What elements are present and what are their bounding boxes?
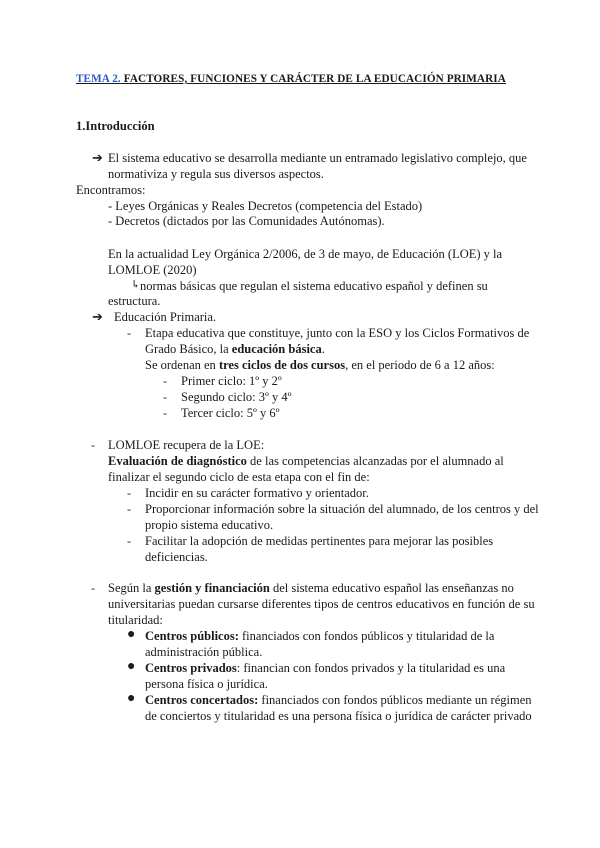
centros-concertados-rest: financiados con fondos públicos mediante un régimen: [258, 693, 532, 707]
centros-privados-bold: Centros privados: [145, 661, 237, 675]
dash-bullet-icon: -: [91, 581, 95, 595]
dash-bullet-icon: -: [163, 374, 167, 388]
centro-privado-line1: [145, 660, 505, 676]
cycle-item-2: Segundo ciclo: 3º y 4º: [181, 390, 292, 404]
stage-period: .: [321, 342, 325, 356]
arrow-bullet-icon: ➔: [92, 309, 103, 324]
gestion-post: del sistema educativo español las enseñanzas no: [269, 581, 514, 595]
cycles-text: Se ordenan en: [145, 358, 219, 372]
centro-concertado-line2: de conciertos y titularidad es una persona física o jurídica de carácter privado: [145, 709, 532, 723]
dash-bullet-icon: -: [127, 534, 131, 548]
bullet-dot-icon: ●: [127, 659, 136, 674]
document-title: [76, 71, 506, 87]
law-item-leyes: - Leyes Orgánicas y Reales Decretos (competencia del Estado): [108, 199, 423, 213]
dash-bullet-icon: -: [127, 486, 131, 500]
dash-bullet-icon: -: [127, 326, 131, 340]
intro-paragraph-line1: El sistema educativo se desarrolla mediante un entramado legislativo complejo, que: [108, 151, 527, 165]
bullet-dot-icon: ●: [127, 627, 136, 642]
primaria-heading: Educación Primaria.: [114, 310, 217, 324]
dash-bullet-icon: -: [163, 406, 167, 420]
lomloe-item-2-line2: propio sistema educativo.: [145, 518, 274, 532]
loe-line2: LOMLOE (2020): [108, 263, 197, 277]
primaria-cycles-line: [145, 357, 495, 373]
section-heading-introduccion: 1.Introducción: [76, 119, 155, 133]
lomloe-eval-line2: finalizar el segundo ciclo de esta etapa con el fin de:: [108, 470, 370, 484]
tres-ciclos-bold: tres ciclos de dos cursos: [218, 358, 346, 372]
law-item-decretos: - Decretos (dictados por las Comunidades Autónomas).: [108, 214, 385, 228]
lomloe-line1: LOMLOE recupera de la LOE:: [108, 438, 265, 452]
primaria-stage-line1: Etapa educativa que constituye, junto con la ESO y los Ciclos Formativos de: [145, 326, 530, 340]
loe-line4: estructura.: [108, 294, 161, 308]
centros-publicos-bold: Centros públicos:: [145, 629, 239, 643]
stage-text: Grado Básico, la: [145, 342, 232, 356]
lomloe-item-3-line1: Facilitar la adopción de medidas pertinentes para mejorar las posibles: [145, 534, 494, 548]
centros-privados-rest: : financian con fondos privados y la titularidad es una: [236, 661, 506, 675]
gestion-line3: titularidad:: [108, 613, 163, 627]
evaluacion-diagnostico-bold: Evaluación de diagnóstico: [108, 454, 247, 468]
gestion-line1: [108, 580, 514, 596]
centro-concertado-line1: [145, 692, 532, 708]
centros-publicos-rest: financiados con fondos públicos y titularidad de la: [238, 629, 495, 643]
sub-arrow-icon: ↳: [131, 279, 141, 291]
loe-line1: En la actualidad Ley Orgánica 2/2006, de 3 de mayo, de Educación (LOE) y la: [108, 247, 503, 261]
gestion-financiacion-bold: gestión y financiación: [154, 581, 270, 595]
cycles-rest: , en el periodo de 6 a 12 años:: [345, 358, 495, 372]
gestion-line2: universitarias puedan cursarse diferentes tipos de centros educativos en función de su: [108, 597, 535, 611]
centro-publico-line2: administración pública.: [145, 645, 263, 659]
cycle-item-3: Tercer ciclo: 5º y 6º: [181, 406, 280, 420]
lomloe-item-2-line1: Proporcionar información sobre la situación del alumnado, de los centros y del: [145, 502, 539, 516]
loe-line3: normas básicas que regulan el sistema educativo español y definen su: [140, 279, 488, 293]
bullet-dot-icon: ●: [127, 691, 136, 706]
title-text: FACTORES, FUNCIONES Y CARÁCTER DE LA EDUCACIÓN PRIMARIA: [120, 73, 506, 85]
dash-bullet-icon: -: [163, 390, 167, 404]
dash-bullet-icon: -: [127, 502, 131, 516]
encontramos-label: Encontramos:: [76, 183, 146, 197]
intro-paragraph-line2: normativiza y regula sus diversos aspectos.: [108, 167, 324, 181]
primaria-stage-line2: [145, 341, 325, 357]
eval-rest: de las competencias alcanzadas por el alumnado al: [246, 454, 504, 468]
gestion-pre: Según la: [108, 581, 155, 595]
educacion-basica-bold: educación básica: [231, 342, 322, 356]
centros-concertados-bold: Centros concertados:: [145, 693, 259, 707]
arrow-bullet-icon: ➔: [92, 150, 103, 165]
tema-label: TEMA 2.: [76, 73, 121, 85]
cycle-item-1: Primer ciclo: 1º y 2º: [181, 374, 282, 388]
lomloe-item-1: Incidir en su carácter formativo y orientador.: [145, 486, 369, 500]
dash-bullet-icon: -: [91, 438, 95, 452]
centro-publico-line1: [145, 628, 494, 644]
lomloe-eval-line: [108, 453, 504, 469]
lomloe-item-3-line2: deficiencias.: [145, 550, 208, 564]
centro-privado-line2: persona física o jurídica.: [145, 677, 268, 691]
